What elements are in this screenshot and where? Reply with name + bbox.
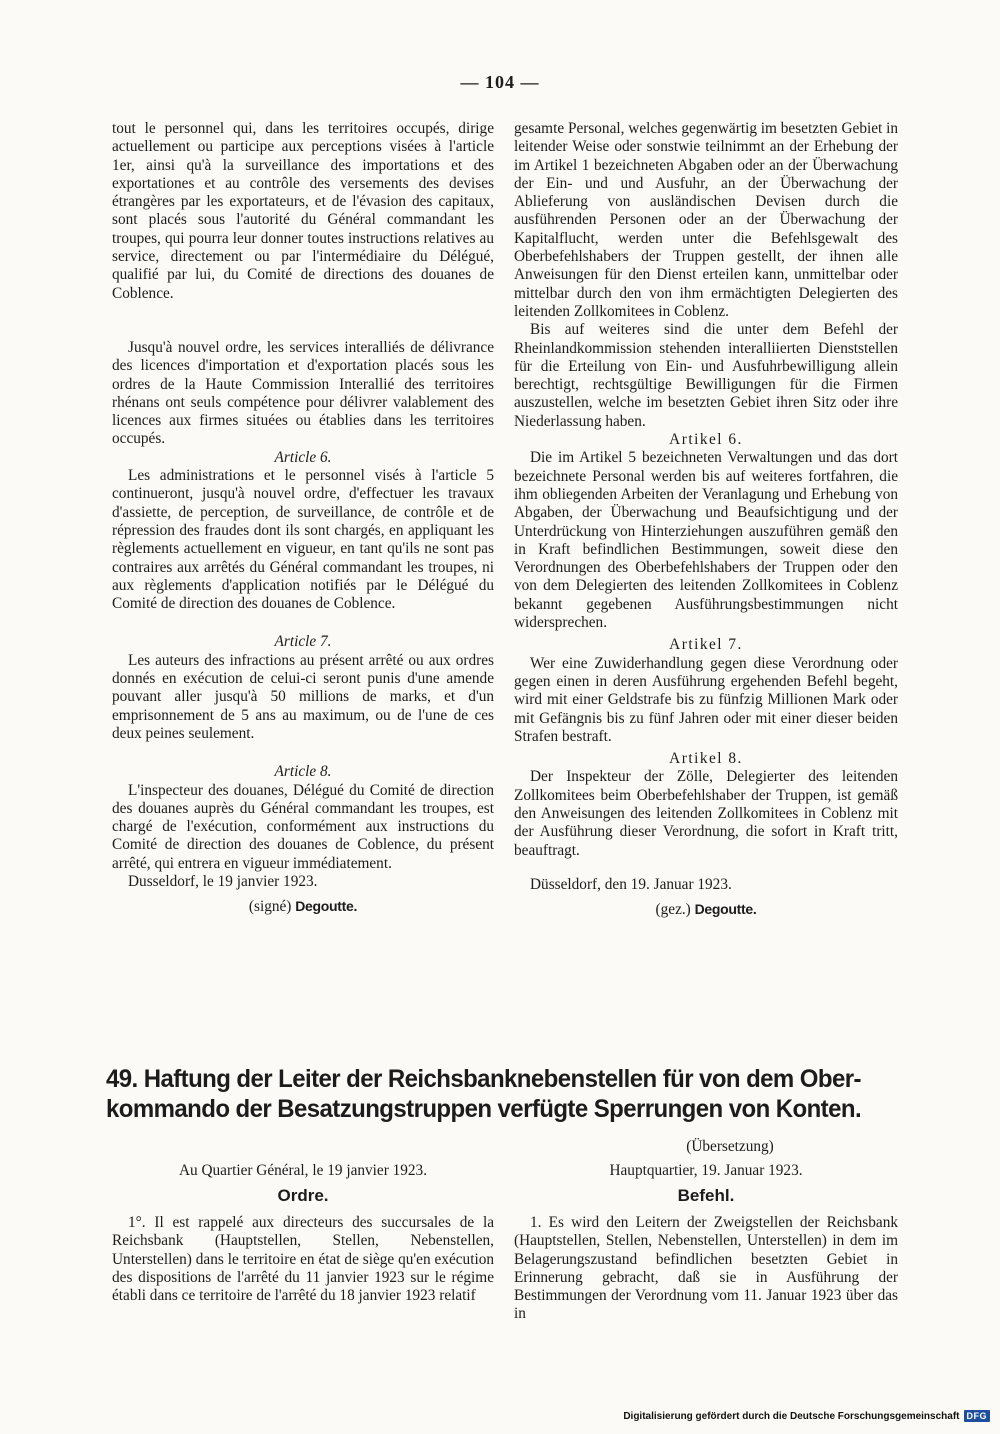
de-signature — [514, 900, 898, 919]
fr-place-date: Dusseldorf, le 19 janvier 1923. — [128, 872, 318, 890]
de-signer: Degoutte. — [694, 901, 757, 918]
translation-note: (Übersetzung) — [686, 1138, 774, 1155]
fr-article-8-text: L'inspecteur des douanes, Délégué du Comité de direction des douanes auprès du Général commandant les troupes, est chargé de l'exécution, conformément aux instructions du Comité de direction des douanes de Coblence, du présent arrêté, qui entrera en vigueur immédiatement. — [112, 781, 494, 872]
digitization-footer — [623, 1410, 990, 1422]
fr-article-7-title: Article 7. — [274, 633, 332, 651]
fr-article-8-title: Article 8. — [274, 763, 332, 781]
de-order-place-date: Hauptquartier, 19. Januar 1923. — [609, 1162, 803, 1179]
de-signed-prefix: (gez.) — [655, 901, 691, 919]
de-paragraph-1: gesamte Personal, welches gegenwärtig im besetzten Gebiet in leitender Weise oder sonstwie teilnimmt an der Erhebung der im Artikel 1 bezeichneten Abgaben oder an der Überwachung der Ein- und und Ausfuhr, an der Überwachung der Ablieferung von ausländischen Devisen durch die ausführenden Personen oder an der Überwachung der Kapitalflucht, werden unter die Befehlsgewalt des Oberbefehlshabers der Truppen gestellt, der ihnen alle Anweisungen für den Dienst erteilen kann, unmittelbar oder mittelbar durch den von ihm ermächtigten Delegierten des leitenden Zollkomitees in Coblenz. — [514, 120, 898, 320]
de-article-8-title: Artikel 8. — [669, 750, 743, 768]
de-article-6-text: Die im Artikel 5 bezeichneten Verwaltungen und das dort bezeichnete Personal werden bis auf weiteres fortfahren, die ihm obliegenden Arbeiten der Veranlagung und Erhebung von Abgaben, der Überwachung und Beaufsichtigung und der Unterdrückung von Hinterziehungen auszuführen gemäß den in Kraft befindlichen Bestimmungen, soweit diese den Verordnungen des Oberbefehlshabers der Truppen oder den von dem Delegierten des leitenden Zollkomitees in Coblenz bekannt gegebenen Ausführungsbestimmungen nicht widersprechen. — [514, 449, 898, 632]
dfg-logo-icon: DFG — [964, 1410, 991, 1422]
de-article-6-title: Artikel 6. — [669, 431, 743, 449]
fr-order-column — [112, 1214, 494, 1305]
fr-article-7-text: Les auteurs des infractions au présent arrêté ou aux ordres donnés en exécution de celui-ci seront punis d'une amende pouvant aller jusqu'à 50 millions de marks, et d'un emprisonnement de 5 ans au maximum, ou de l'une de ces deux peines seulement. — [112, 651, 494, 742]
de-order-paragraph-1: 1. Es wird den Leitern der Zweigstellen der Reichsbank (Hauptstellen, Stellen, Nebenstellen, Unterstellen) in dem im Belagerungszustand befindlichen besetzten Gebiet in Erinnerung gebracht, daß sie in Ausführung der Bestimmungen der Verordnung vom 11. Januar 1923 über das in — [514, 1214, 898, 1323]
de-paragraph-2: Bis auf weiteres sind die unter dem Befehl der Rheinlandkommission stehenden interalliierten Dienststellen für die Erteilung von Ein- und Ausfuhrbewilligung allein berechtigt, rechtsgültige Bewilligungen für die Firmen auszustellen, welche im besetzten Gebiet ihren Sitz oder ihre Niederlassung haben. — [514, 321, 898, 430]
fr-signer: Degoutte. — [295, 898, 358, 915]
section-49-title — [106, 1064, 870, 1124]
german-column — [514, 120, 898, 919]
french-column — [112, 120, 494, 917]
de-article-7-text: Wer eine Zuwiderhandlung gegen diese Verordnung oder gegen einen in deren Ausführung ergehenden Befehl begeht, wird mit einer Geldstrafe bis zu fünfzig Millionen Mark oder mit Gefängnis bis zu fünf Jahren oder mit einer dieser beiden Strafen bestraft. — [514, 654, 898, 745]
fr-order-heading: Ordre. — [277, 1186, 329, 1205]
fr-article-6-title: Article 6. — [274, 448, 332, 466]
fr-order-paragraph-1: 1°. Il est rappelé aux directeurs des succursales de la Reichsbank (Hauptstellen, Stellen, Nebenstellen, Unterstellen) dans le territoire en état de siège qu'en exécution des dispositions de l'arrêté du 11 janvier 1923 sur le régime établi dans ce territoire de l'arrêté du 18 janvier 1923 relatif — [112, 1214, 494, 1305]
fr-article-6-text: Les administrations et le personnel visés à l'article 5 continueront, jusqu'à nouvel ordre, d'effectuer les travaux d'assiette, de perception, de surveillance, de contrôle et de répression des fraudes dont ils sont chargés, en appliquant les règlements actuellement en vigueur, en tant qu'ils ne sont pas contraires aux arrêtés du Général commandant les troupes, ni aux règlements d'application notifiés par le Délégué du Comité de direction des douanes de Coblence. — [112, 467, 494, 613]
fr-signature — [112, 897, 494, 916]
fr-paragraph-2: Jusqu'à nouvel ordre, les services interalliés de délivrance des licences d'importation et d'exportation placés sous les ordres de la Haute Commission Interallié des territoires rhénans ont seuls compétence pour délivrer valablement des licences aux firmes situées ou établies dans les territoires occupés. — [112, 338, 494, 448]
de-place-date: Düsseldorf, den 19. Januar 1923. — [530, 875, 732, 893]
footer-text: Digitalisierung gefördert durch die Deutsche Forschungsgemeinschaft — [623, 1410, 960, 1422]
section-49-title-line-1: 49. Haftung der Leiter der Reichsbanknebenstellen für von dem Ober- — [106, 1065, 861, 1093]
fr-signed-prefix: (signé) — [248, 898, 292, 916]
de-order-heading: Befehl. — [677, 1186, 735, 1205]
fr-order-place-date: Au Quartier Général, le 19 janvier 1923. — [178, 1162, 428, 1179]
de-order-column — [514, 1214, 898, 1324]
de-article-7-title: Artikel 7. — [669, 636, 743, 654]
fr-paragraph-1: tout le personnel qui, dans les territoires occupés, dirige actuellement ou participe aux perceptions visées à l'article 1er, ainsi qu'à la surveillance des importations et des exportationes et au contrôle des versements des devises étrangères par les exportateurs, et de l'évasion des capitaux, sont placés sous l'autorité du Général commandant les troupes, qui pourra leur donner toutes instructions relatives au service, directement ou par l'intermédiaire du Délégué, qualifié par lui, du Comité de directions des douanes de Coblence. — [112, 120, 494, 302]
de-article-8-text: Der Inspekteur der Zölle, Delegierter des leitenden Zollkomitees beim Oberbefehlshaber der Truppen, ist gemäß den Anweisungen des leitenden Zollkomitees in Coblenz mit der Ausführung dieser Verordnung, die sofort in Kraft tritt, beauftragt. — [514, 768, 898, 859]
page-number: — 104 — — [460, 72, 540, 92]
section-49-title-line-2: kommando der Besatzungstruppen verfügte Sperrungen von Konten. — [106, 1095, 862, 1123]
